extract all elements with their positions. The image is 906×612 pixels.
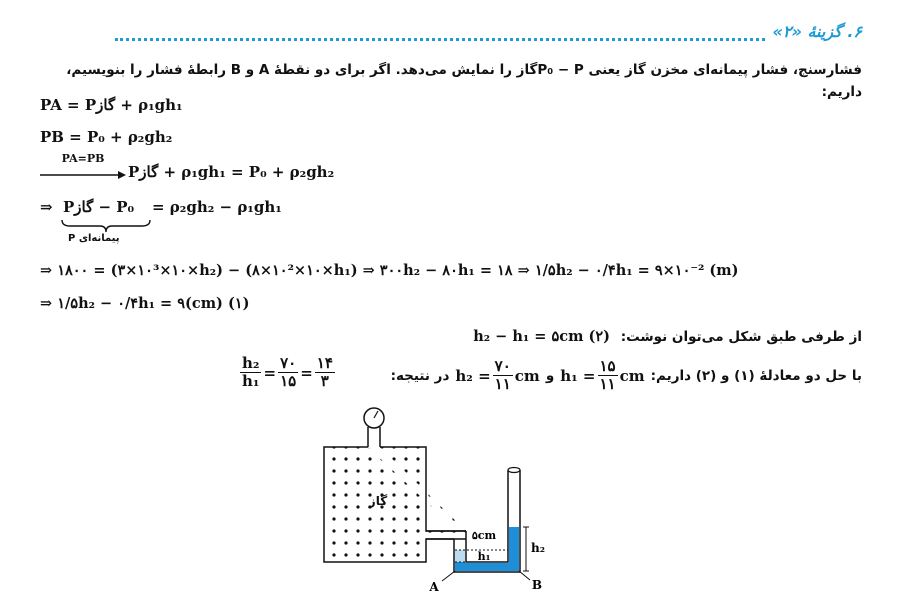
equation-2: h₂ − h₁ = ۵cm (۲) — [473, 328, 611, 345]
ratio-b-den: ۱۵ — [280, 372, 297, 390]
h2-numerator: ۷۰ — [494, 357, 511, 375]
intro-paragraph: فشارسنج، فشار پیمانه‌ای مخزن گاز یعنی P₀ − Pگاز را نمایش می‌دهد. اگر برای دو نقطۀ A و B رابطۀ فشار را بنویسیم، داریم: — [66, 62, 862, 100]
gas-label: گاز — [368, 494, 388, 508]
equation-pa: PA = Pگاز + ρ₁gh₁ — [40, 96, 183, 114]
ratio-equation: $\frac{\text{h₂}}{\text{h₁}}$ = $\frac{۷۰}{۱۵}$ = $\frac{۱۴}{۳}$ — [242, 354, 333, 390]
solution-text: با حل دو معادلۀ (۱) و (۲) داریم: — [650, 367, 862, 384]
equation-result-1: ⇒ ۱/۵h₂ − ۰/۴h₁ = ۹(cm) (۱) — [40, 295, 250, 312]
conclusion-word: در نتیجه: — [390, 367, 450, 384]
label-h2: h₂ — [531, 541, 545, 555]
brace-label: P پیمانه‌ای — [68, 233, 120, 244]
h2-value: h₂ = $\frac{۷۰}{۱۱}$ cm — [455, 357, 540, 393]
equation-numeric: ⇒ ۱۸۰۰ = (۳×۱۰³×۱۰×h₂) − (۸×۱۰²×۱۰×h₁) ⇒ ۳۰۰h₂ − ۸۰h₁ = ۱۸ ⇒ ۱/۵h₂ − ۰/۴h₁ = ۹×۱۰⁻² (m) — [40, 262, 739, 279]
gas-tank — [324, 447, 466, 562]
paragraph-solution — [391, 358, 862, 393]
h1-unit: cm — [619, 366, 645, 385]
point-b-label: B — [531, 578, 543, 592]
label-h1: h₁ — [477, 550, 491, 563]
and-word: و — [545, 367, 555, 384]
paragraph-figure-relation — [473, 328, 862, 345]
underbrace-icon — [60, 218, 152, 234]
liquid-1 — [455, 550, 465, 562]
implies-arrow — [40, 152, 126, 184]
label-5cm: ۵cm — [471, 529, 497, 542]
ratio-a-den: h₁ — [242, 372, 260, 390]
equation-pb: PB = P₀ + ρ₂gh₂ — [40, 128, 173, 146]
equation-diff-lhs: Pگاز − P₀ — [63, 198, 135, 216]
equation-combined: Pگاز + ρ₁gh₁ = P₀ + ρ₂gh₂ — [128, 163, 335, 181]
solution-heading: ۶. گزینۀ «۲» — [772, 22, 862, 41]
h1-denominator: ۱۱ — [599, 375, 616, 393]
implies-symbol: ⇒ — [40, 198, 53, 216]
ratio-c-num: ۱۴ — [316, 354, 333, 372]
manometer-figure — [316, 405, 556, 605]
heading-dotted-rule — [115, 38, 765, 41]
h2-denominator: ۱۱ — [494, 375, 511, 393]
arrow-icon — [40, 170, 126, 180]
figure-relation-text: از طرفی طبق شکل می‌توان نوشت: — [620, 329, 862, 345]
h1-numerator: ۱۵ — [599, 357, 616, 375]
ratio-c-den: ۳ — [320, 372, 329, 390]
point-a-label: A — [429, 580, 439, 594]
ratio-b-num: ۷۰ — [280, 354, 297, 372]
h1-value: h₁ = $\frac{۱۵}{۱۱}$ cm — [560, 357, 645, 393]
ratio-a-num: h₂ — [242, 354, 260, 372]
arrow-label: PA=PB — [61, 152, 105, 165]
equation-diff-rhs: = ρ₂gh₂ − ρ₁gh₁ — [152, 198, 282, 216]
h2-unit: cm — [514, 366, 540, 385]
